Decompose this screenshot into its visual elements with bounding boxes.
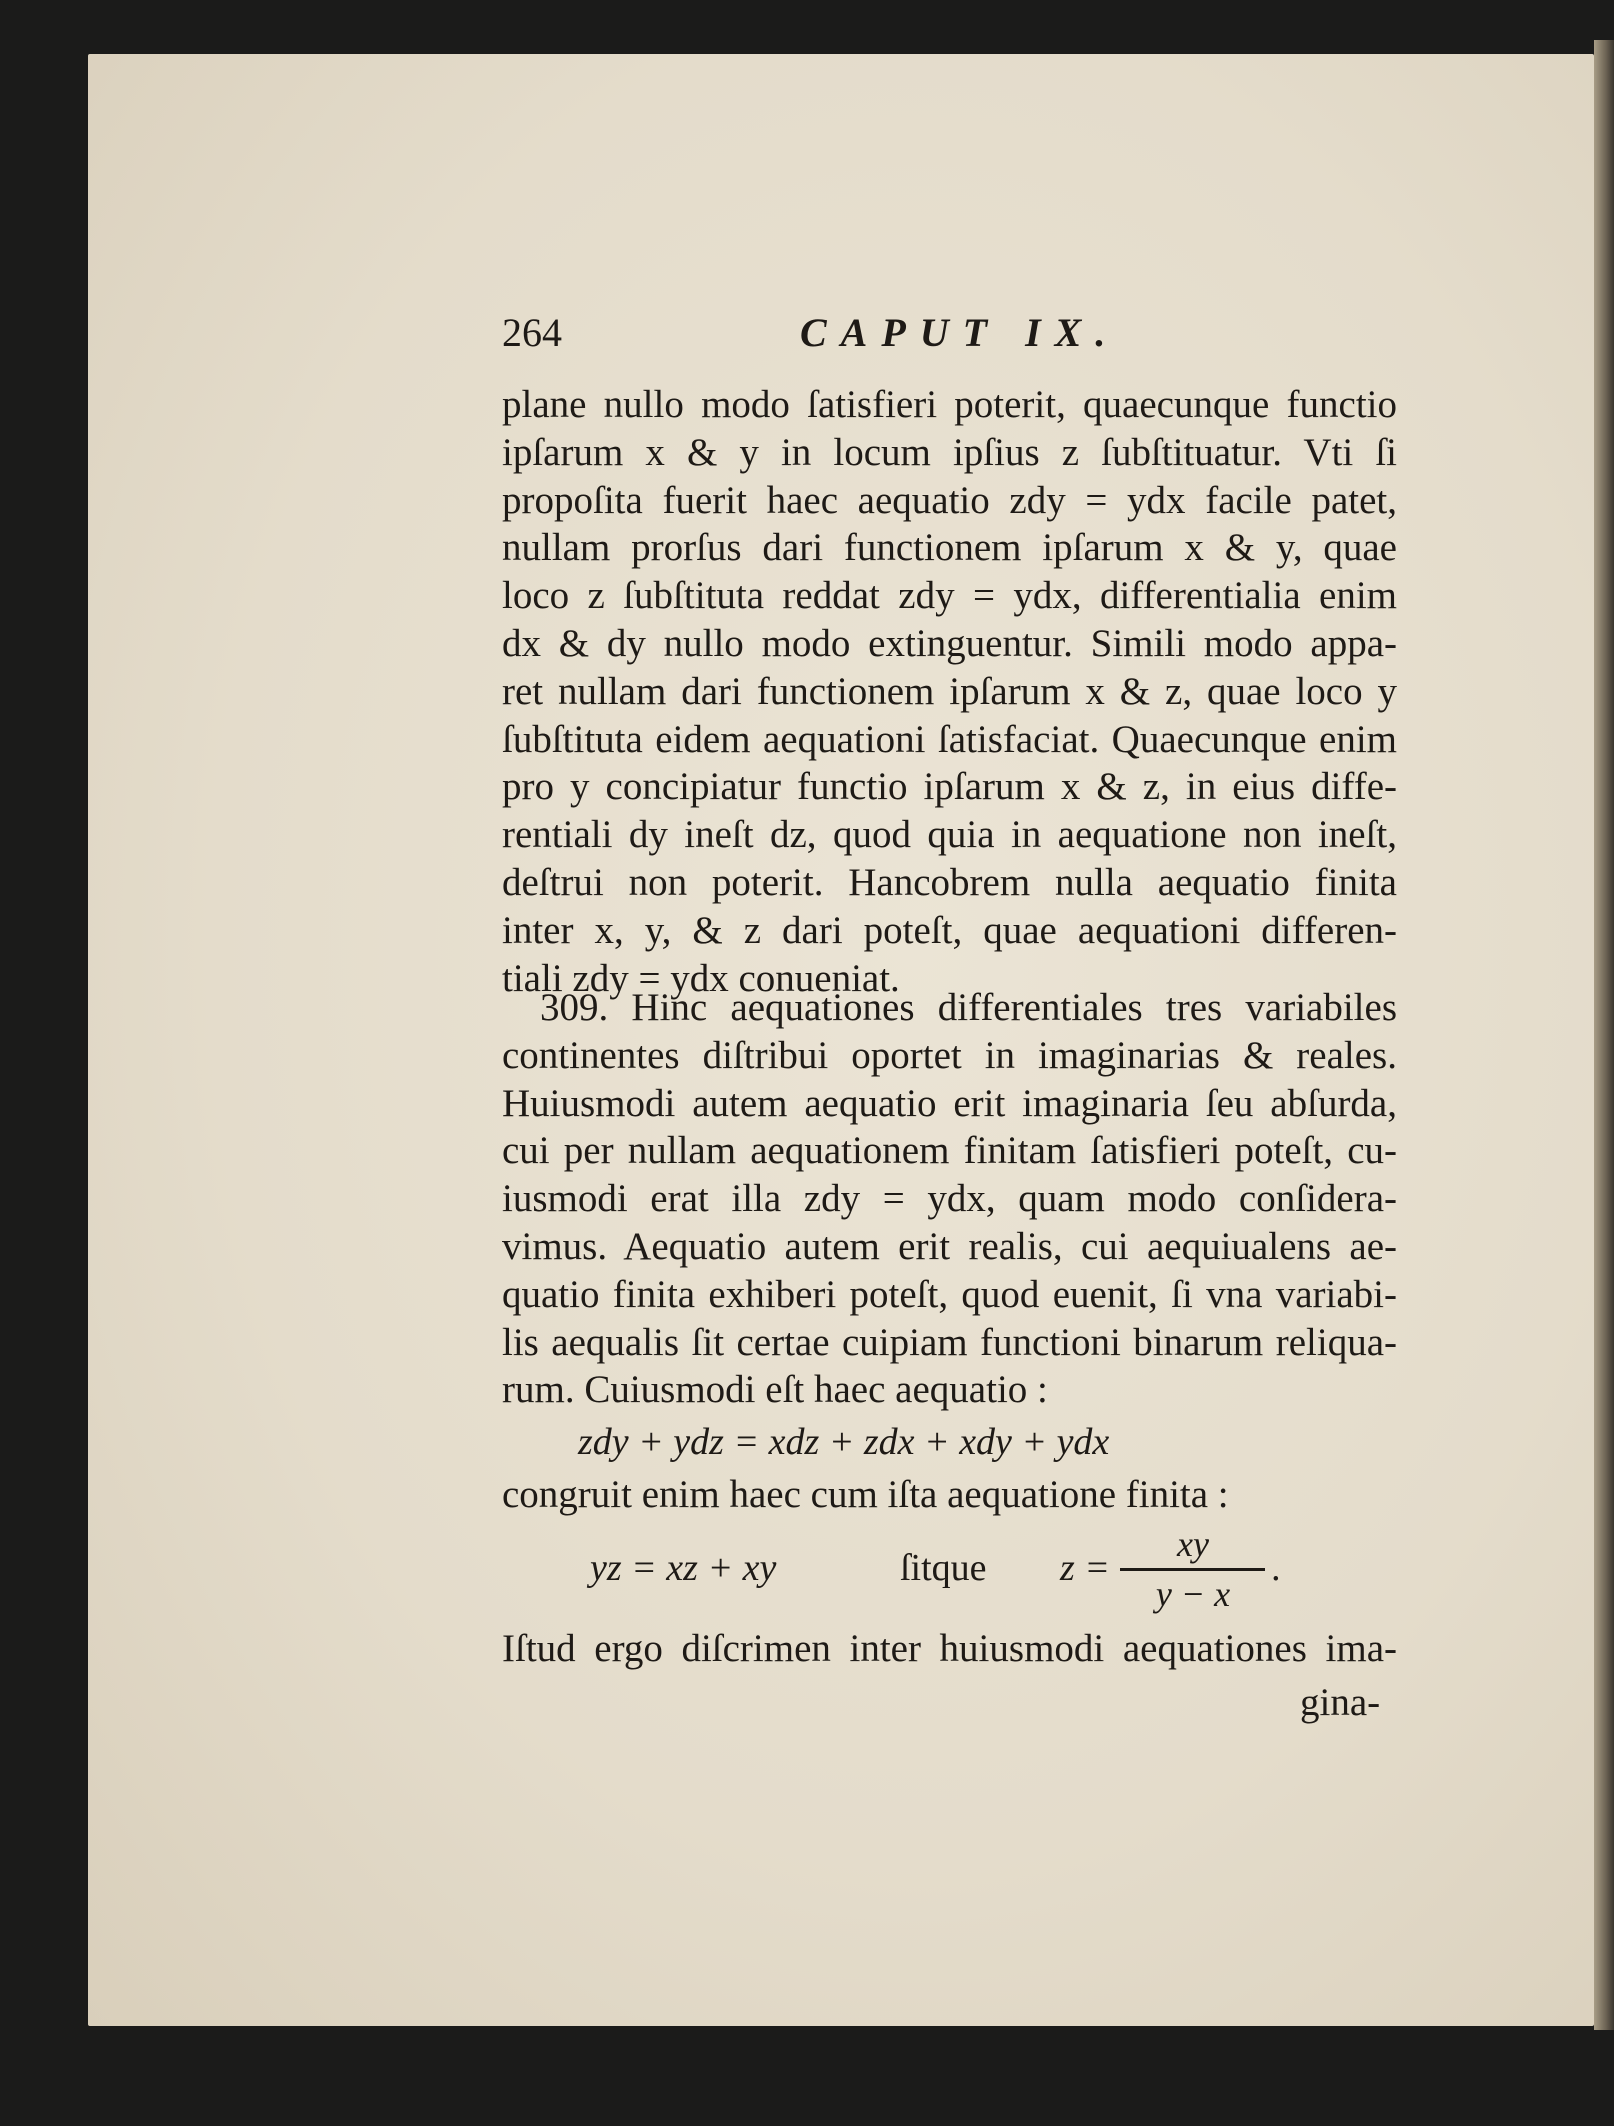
text-line: pro y concipiatur functio ipſarum x & z, in eius diffe- bbox=[502, 765, 1397, 809]
text-line: loco z ſubſtituta reddat zdy = ydx, differentialia enim bbox=[502, 574, 1397, 618]
equation-word: ſitque bbox=[900, 1547, 987, 1589]
text-line: Huiusmodi autem aequatio erit imaginaria ſeu abſurda, bbox=[502, 1081, 1397, 1125]
text-line: cui per nullam aequationem finitam ſatisfieri poteſt, cu- bbox=[502, 1129, 1397, 1173]
equation-differential: zdy + ydz = xdz + zdx + xdy + ydx bbox=[578, 1421, 1110, 1463]
fraction-denominator: y − x bbox=[1155, 1574, 1231, 1614]
text-line: deſtrui non poterit. Hancobrem nulla aequatio finita bbox=[502, 861, 1397, 904]
equation-finite: yz = xz + xy bbox=[590, 1547, 777, 1589]
running-title: CAPUT IX. bbox=[800, 310, 1120, 355]
text-line: rentiali dy ineſt dz, quod quia in aequatione non ineſt, bbox=[502, 813, 1397, 857]
text-line: tiali zdy = ydx conueniat. bbox=[502, 956, 900, 1000]
fraction-bar bbox=[1120, 1568, 1265, 1571]
text-line: quatio finita exhiberi poteſt, quod euenit, ſi vna variabi- bbox=[502, 1272, 1397, 1316]
text-line: propoſita fuerit haec aequatio zdy = ydx facile patet, bbox=[502, 478, 1397, 522]
equation-lhs: z = bbox=[1060, 1547, 1110, 1589]
text-line: continentes diſtribui oportet in imaginarias & reales. bbox=[502, 1033, 1397, 1077]
text-line: inter x, y, & z dari poteſt, quae aequationi differen- bbox=[502, 908, 1397, 952]
text-line: ret nullam dari functionem ipſarum x & z, quae loco y bbox=[502, 669, 1397, 713]
text-line: ſubſtituta eidem aequationi ſatisfaciat. Quaecunque enim bbox=[502, 717, 1397, 761]
text-line: rum. Cuiusmodi eſt haec aequatio : bbox=[502, 1368, 1048, 1412]
text-line: lis aequalis ſit certae cuipiam functioni binarum reliqua- bbox=[502, 1320, 1397, 1364]
text-line: iusmodi erat illa zdy = ydx, quam modo conſidera- bbox=[502, 1177, 1397, 1221]
text-line: congruit enim haec cum iſta aequatione finita : bbox=[502, 1473, 1229, 1516]
text-line: Iſtud ergo diſcrimen inter huiusmodi aequationes ima- bbox=[502, 1627, 1397, 1670]
page-edge bbox=[1594, 40, 1614, 2030]
text-line: nullam prorſus dari functionem ipſarum x & y, quae bbox=[502, 526, 1397, 570]
text-line: dx & dy nullo modo extinguentur. Simili modo appa- bbox=[502, 622, 1397, 665]
text-line: 309. Hinc aequationes differentiales tres variabiles bbox=[540, 986, 1397, 1029]
text-line: ipſarum x & y in locum ipſius z ſubſtituatur. Vti ſi bbox=[502, 430, 1397, 474]
fraction-numerator: xy bbox=[1177, 1524, 1209, 1564]
catchword: gina- bbox=[1300, 1681, 1381, 1724]
page-number: 264 bbox=[502, 310, 562, 355]
text-line: vimus. Aequatio autem erit realis, cui aequiualens ae- bbox=[502, 1225, 1397, 1268]
equation-period: . bbox=[1272, 1547, 1282, 1589]
text-line: plane nullo modo ſatisfieri poterit, quaecunque functio bbox=[502, 383, 1397, 426]
